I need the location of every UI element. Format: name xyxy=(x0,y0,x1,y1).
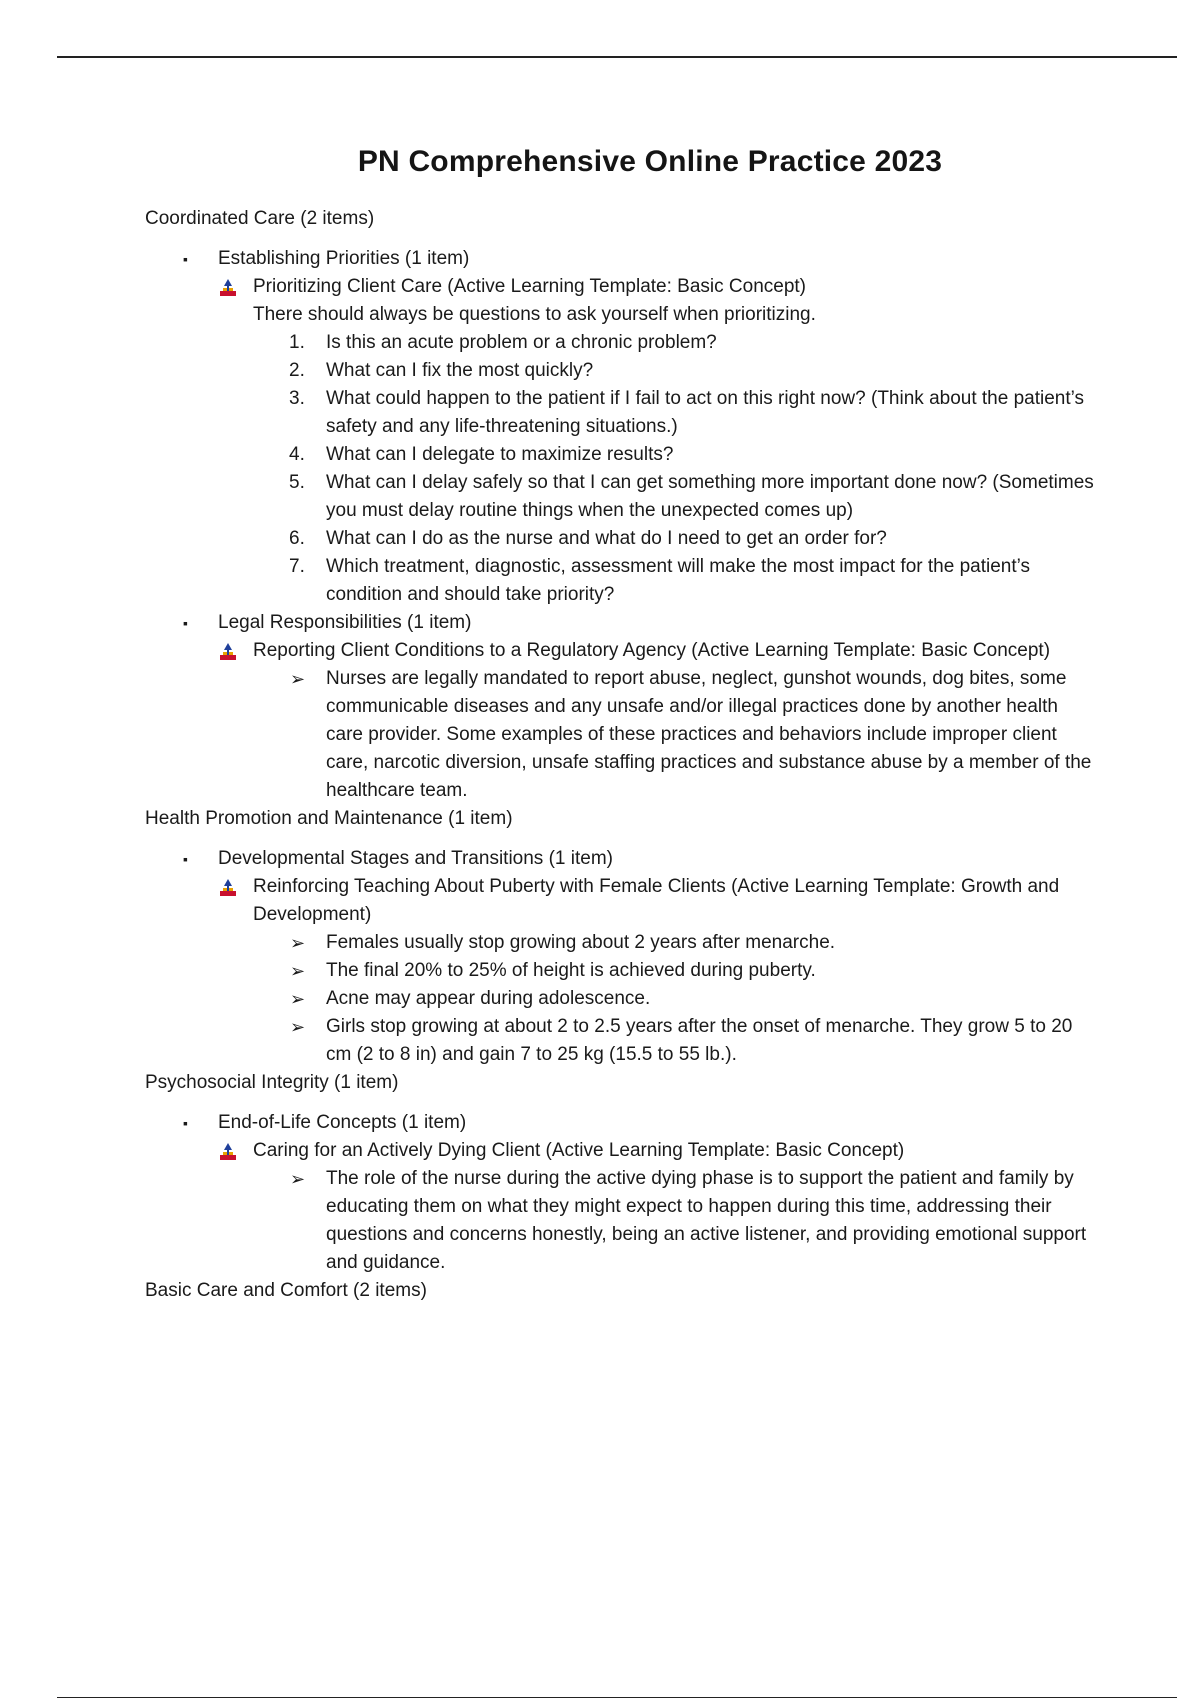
arrow-bullet-icon: ➢ xyxy=(290,989,306,1009)
list-item: 1. Is this an acute problem or a chronic problem? xyxy=(289,332,717,353)
section-heading: Health Promotion and Maintenance (1 item) xyxy=(145,808,513,829)
section-heading: Basic Care and Comfort (2 items) xyxy=(145,1280,427,1301)
point-list xyxy=(145,929,1095,1069)
intro-text: There should always be questions to ask yourself when prioritizing. xyxy=(253,304,816,325)
list-item: 5. What can I delay safely so that I can get something more important done now? (Sometimes you must delay routine things when the unexpected comes up) xyxy=(289,472,1094,521)
topic xyxy=(145,273,1095,301)
topic xyxy=(145,637,1095,665)
topic xyxy=(145,873,1095,929)
document-page xyxy=(145,145,1095,1317)
list-item: ➢ Girls stop growing at about 2 to 2.5 years after the onset of menarche. They grow 5 to 20 cm (2 to 8 in) and gain 7 to 25 kg (15.5 to 55 lb.). xyxy=(145,1013,1095,1069)
list-item: 4. What can I delegate to maximize results? xyxy=(289,444,674,465)
list-item: ➢ Nurses are legally mandated to report abuse, neglect, gunshot wounds, dog bites, some communicable diseases and any unsafe and/or illegal practices done by another health care provider. Some examples of these practices and behaviors include improper client care, narcotic diversion, unsafe staffing practices and substance abuse by a member of the healthcare team. xyxy=(145,665,1095,805)
arrow-bullet-icon: ➢ xyxy=(290,669,306,689)
arrow-bullet-icon: ➢ xyxy=(290,933,306,953)
list-item: 7. Which treatment, diagnostic, assessment will make the most impact for the patient’s condition and should take priority? xyxy=(289,556,1031,605)
list-item: ➢ Acne may appear during adolescence. xyxy=(145,985,1095,1013)
topic-label: Prioritizing Client Care (Active Learning Template: Basic Concept) xyxy=(253,276,807,297)
template-icon xyxy=(217,1141,239,1163)
bullet-icon: ▪ xyxy=(183,1115,188,1131)
subsection-label: Establishing Priorities (1 item) xyxy=(218,248,470,269)
topic-label: Reporting Client Conditions to a Regulatory Agency (Active Learning Template: Basic Concept) xyxy=(253,640,1051,661)
topic xyxy=(145,1137,1095,1165)
question-list xyxy=(145,329,1095,609)
bullet-icon: ▪ xyxy=(183,615,188,631)
subsection xyxy=(145,609,1095,637)
page-title: PN Comprehensive Online Practice 2023 xyxy=(357,145,943,178)
arrow-bullet-icon: ➢ xyxy=(290,1169,306,1189)
subsection xyxy=(145,1109,1095,1137)
list-item: 6. What can I do as the nurse and what do I need to get an order for? xyxy=(289,528,887,549)
subsection-label: End-of-Life Concepts (1 item) xyxy=(218,1112,467,1133)
topic-label: Reinforcing Teaching About Puberty with Female Clients (Active Learning Template: Growth and Development) xyxy=(253,876,1060,925)
section-heading: Coordinated Care (2 items) xyxy=(145,208,375,229)
arrow-bullet-icon: ➢ xyxy=(290,961,306,981)
arrow-bullet-icon: ➢ xyxy=(290,1017,306,1037)
top-rule xyxy=(57,56,1177,58)
template-icon xyxy=(217,641,239,663)
list-item: 2. What can I fix the most quickly? xyxy=(289,360,594,381)
template-icon xyxy=(217,277,239,299)
bottom-rule xyxy=(57,1697,1177,1698)
template-icon xyxy=(217,877,239,899)
point-list xyxy=(145,665,1095,805)
section-heading: Psychosocial Integrity (1 item) xyxy=(145,1072,399,1093)
topic-label: Caring for an Actively Dying Client (Active Learning Template: Basic Concept) xyxy=(253,1140,905,1161)
subsection-label: Developmental Stages and Transitions (1 item) xyxy=(218,848,613,869)
list-item: ➢ The final 20% to 25% of height is achieved during puberty. xyxy=(145,957,1095,985)
subsection xyxy=(145,245,1095,273)
bullet-icon: ▪ xyxy=(183,851,188,867)
subsection xyxy=(145,845,1095,873)
bullet-icon: ▪ xyxy=(183,251,188,267)
list-item: ➢ Females usually stop growing about 2 years after menarche. xyxy=(145,929,1095,957)
subsection-label: Legal Responsibilities (1 item) xyxy=(218,612,472,633)
list-item: 3. What could happen to the patient if I fail to act on this right now? (Think about the patient’s safety and any life-threatening situations.) xyxy=(289,388,1085,437)
list-item: ➢ The role of the nurse during the active dying phase is to support the patient and family by educating them on what they might expect to happen during this time, addressing their questions and concerns honestly, being an active listener, and providing emotional support and guidance. xyxy=(145,1165,1095,1277)
point-list xyxy=(145,1165,1095,1277)
